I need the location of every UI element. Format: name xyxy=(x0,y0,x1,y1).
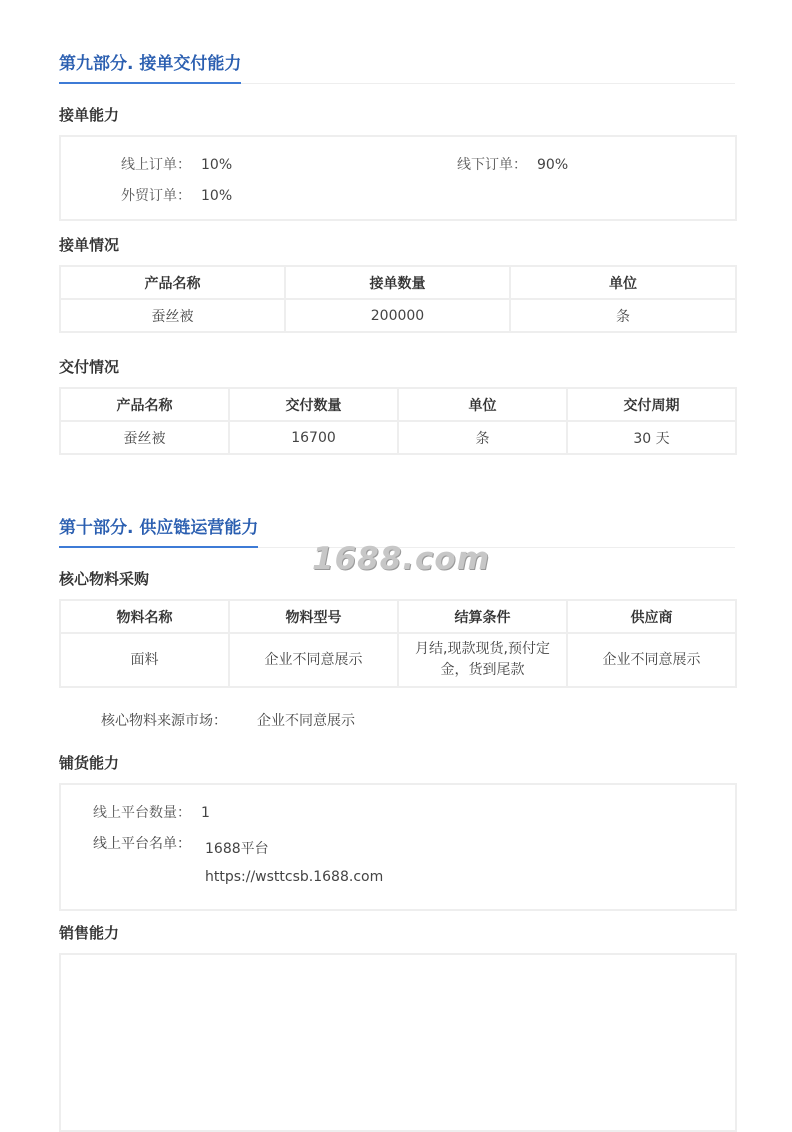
offline-order-value: 90% xyxy=(537,157,569,173)
section-header-part9 xyxy=(59,49,735,84)
offline-order-label: 线下订单： xyxy=(457,157,527,173)
foreign-order-value: 10% xyxy=(201,188,233,204)
table-cell: 企业不同意展示 xyxy=(567,633,736,687)
table-cell: 16700 xyxy=(229,421,398,454)
delivery-status-table xyxy=(59,387,737,455)
watermark-logo: 1688.com xyxy=(312,541,491,577)
column-header: 交付数量 xyxy=(229,388,398,421)
section-title-part10: 第十部分. 供应链运营能力 xyxy=(59,513,258,548)
subtitle-distribution: 铺货能力 xyxy=(59,754,120,772)
table-cell: 月结,现款现货,预付定金，货到尾款 xyxy=(398,633,567,687)
section-title-part9: 第九部分. 接单交付能力 xyxy=(59,49,241,84)
sales-box xyxy=(59,953,737,1132)
subtitle-order-status: 接单情况 xyxy=(59,236,120,254)
platform-count-value: 1 xyxy=(201,805,210,821)
table-cell: 条 xyxy=(398,421,567,454)
column-header: 交付周期 xyxy=(567,388,736,421)
online-order-value: 10% xyxy=(201,157,233,173)
column-header: 结算条件 xyxy=(398,600,567,633)
column-header: 产品名称 xyxy=(60,266,285,299)
online-order-field xyxy=(121,154,232,174)
subtitle-order-capacity: 接单能力 xyxy=(59,106,120,124)
platform-name: 1688平台 xyxy=(205,841,269,857)
table-row xyxy=(60,421,736,454)
subtitle-delivery-status: 交付情况 xyxy=(59,358,120,376)
table-cell: 蚕丝被 xyxy=(60,299,285,332)
foreign-order-field xyxy=(121,185,232,205)
column-header: 供应商 xyxy=(567,600,736,633)
platform-list-label: 线上平台名单： xyxy=(93,836,191,852)
column-header: 产品名称 xyxy=(60,388,229,421)
table-header-row xyxy=(60,388,736,421)
table-row xyxy=(60,633,736,687)
offline-order-field xyxy=(457,154,568,174)
column-header: 物料名称 xyxy=(60,600,229,633)
column-header: 接单数量 xyxy=(285,266,510,299)
order-status-table xyxy=(59,265,737,333)
column-header: 物料型号 xyxy=(229,600,398,633)
column-header: 单位 xyxy=(510,266,736,299)
table-cell: 条 xyxy=(510,299,736,332)
source-market-value: 企业不同意展示 xyxy=(257,713,355,729)
foreign-order-label: 外贸订单： xyxy=(121,188,191,204)
table-cell: 面料 xyxy=(60,633,229,687)
column-header: 单位 xyxy=(398,388,567,421)
table-header-row xyxy=(60,266,736,299)
table-header-row xyxy=(60,600,736,633)
platform-url: https://wsttcsb.1688.com xyxy=(205,869,384,885)
source-market-label: 核心物料来源市场： xyxy=(101,713,227,729)
table-cell: 30 天 xyxy=(567,421,736,454)
table-cell: 200000 xyxy=(285,299,510,332)
table-cell: 蚕丝被 xyxy=(60,421,229,454)
core-material-table xyxy=(59,599,737,688)
platform-count-label: 线上平台数量： xyxy=(93,805,191,821)
subtitle-core-material: 核心物料采购 xyxy=(59,570,150,588)
subtitle-sales: 销售能力 xyxy=(59,924,120,942)
order-capacity-box xyxy=(59,135,737,221)
platform-count-field xyxy=(93,802,210,822)
online-order-label: 线上订单： xyxy=(121,157,191,173)
table-cell: 企业不同意展示 xyxy=(229,633,398,687)
table-row xyxy=(60,299,736,332)
